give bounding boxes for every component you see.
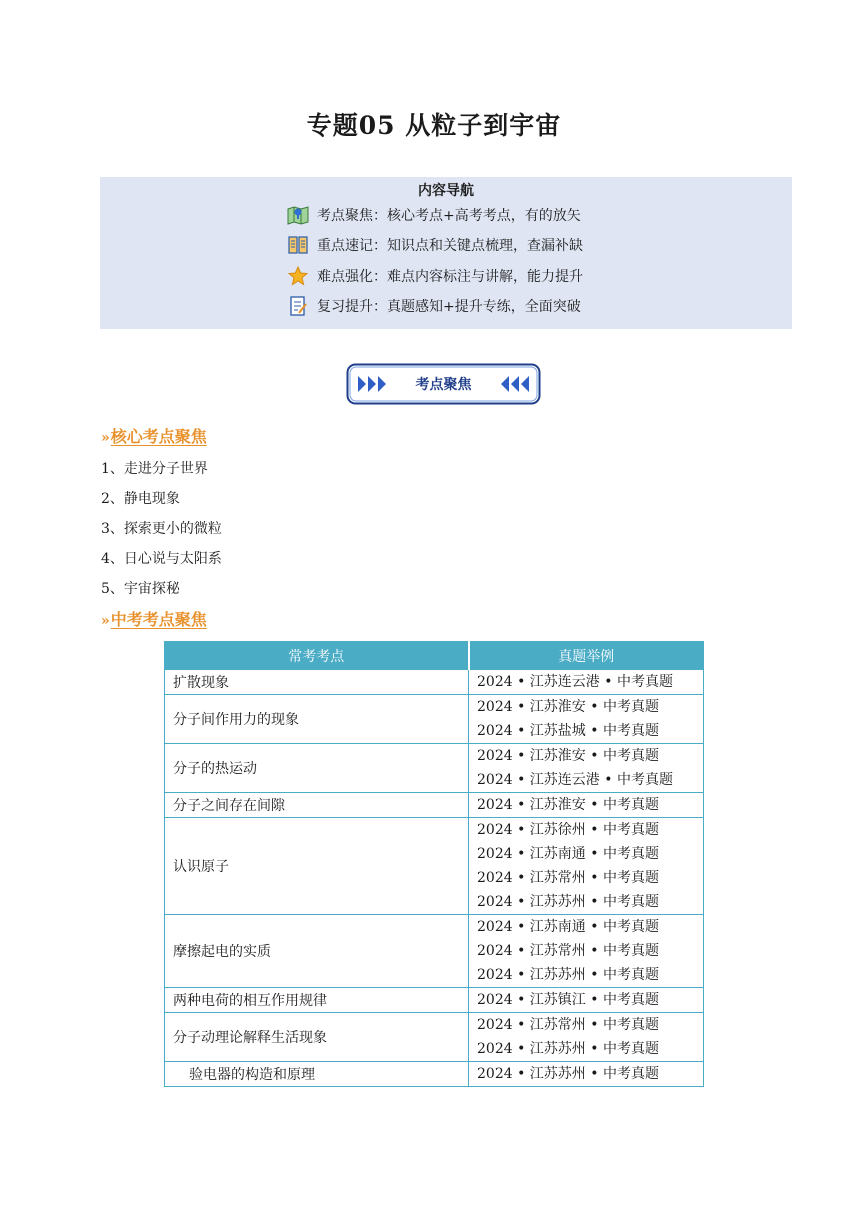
topic-cell: 两种电荷的相互作用规律 [165,988,469,1013]
nav-item-difficulty: 难点强化：难点内容标注与讲解，能力提升 [287,266,583,288]
checklist-icon [287,296,309,316]
examples-cell [469,915,704,988]
example-line: 2024 • 江苏苏州 • 中考真题 [477,1066,659,1082]
examples-cell [469,1013,704,1062]
nav-heading: 内容导航 [418,183,474,199]
topic-cell: 分子间作用力的现象 [165,695,469,744]
example-line: 2024 • 江苏徐州 • 中考真题 [477,822,659,838]
core-section-heading: »核心考点聚焦 [101,427,207,446]
content-navigation-box [100,177,792,329]
table-row [165,988,704,1013]
example-line: 2024 • 江苏南通 • 中考真题 [477,846,659,862]
examples-cell [469,695,704,744]
table-row [165,915,704,988]
examples-cell [469,818,704,915]
examples-cell [469,793,704,818]
table-row [165,695,704,744]
topic-cell: 摩擦起电的实质 [165,915,469,988]
example-line: 2024 • 江苏常州 • 中考真题 [477,943,659,959]
list-item: 5、宇宙探秘 [101,581,180,597]
example-line: 2024 • 江苏常州 • 中考真题 [477,1017,659,1033]
example-line: 2024 • 江苏盐城 • 中考真题 [477,723,659,739]
section-banner [346,363,541,405]
example-line: 2024 • 江苏常州 • 中考真题 [477,870,659,886]
banner-label: 考点聚焦 [415,377,472,393]
topic-cell: 分子动理论解释生活现象 [165,1013,469,1062]
examples-cell [469,988,704,1013]
column-header-examples: 真题举例 [469,642,704,670]
topic-cell: 验电器的构造和原理 [165,1062,469,1087]
list-item: 2、静电现象 [101,491,180,507]
example-line: 2024 • 江苏南通 • 中考真题 [477,919,659,935]
example-line: 2024 • 江苏苏州 • 中考真题 [477,967,659,983]
exam-section-heading: »中考考点聚焦 [101,610,207,629]
page-title: 专题05 从粒子到宇宙 [306,111,562,140]
table-row [165,744,704,793]
nav-item-focus: 考点聚焦：核心考点+高考考点，有的放矢 [287,205,581,227]
examples-cell [469,744,704,793]
example-line: 2024 • 江苏镇江 • 中考真题 [477,992,659,1008]
topic-cell: 认识原子 [165,818,469,915]
topic-cell: 分子之间存在间隙 [165,793,469,818]
nav-item-key-notes: 重点速记：知识点和关键点梳理，查漏补缺 [287,235,583,257]
exam-points-table [164,641,704,1087]
book-icon [287,235,309,255]
list-item: 1、走进分子世界 [101,461,208,477]
example-line: 2024 • 江苏苏州 • 中考真题 [477,894,659,910]
table-row [165,818,704,915]
examples-cell [469,670,704,695]
column-header-topic: 常考考点 [165,642,469,670]
table-header-row [165,642,704,670]
example-line: 2024 • 江苏淮安 • 中考真题 [477,699,659,715]
double-chevron-icon: » [101,613,110,629]
double-chevron-icon: » [101,430,110,446]
list-item: 4、日心说与太阳系 [101,551,222,567]
example-line: 2024 • 江苏连云港 • 中考真题 [477,674,673,690]
map-icon [287,205,309,225]
example-line: 2024 • 江苏淮安 • 中考真题 [477,748,659,764]
example-line: 2024 • 江苏苏州 • 中考真题 [477,1041,659,1057]
table-row [165,670,704,695]
table-row [165,1062,704,1087]
list-item: 3、探索更小的微粒 [101,521,222,537]
table-row [165,1013,704,1062]
star-icon [287,266,309,286]
topic-cell: 扩散现象 [165,670,469,695]
topic-cell: 分子的热运动 [165,744,469,793]
table-row [165,793,704,818]
examples-cell [469,1062,704,1087]
example-line: 2024 • 江苏淮安 • 中考真题 [477,797,659,813]
nav-item-review: 复习提升：真题感知+提升专练，全面突破 [287,296,581,318]
example-line: 2024 • 江苏连云港 • 中考真题 [477,772,673,788]
